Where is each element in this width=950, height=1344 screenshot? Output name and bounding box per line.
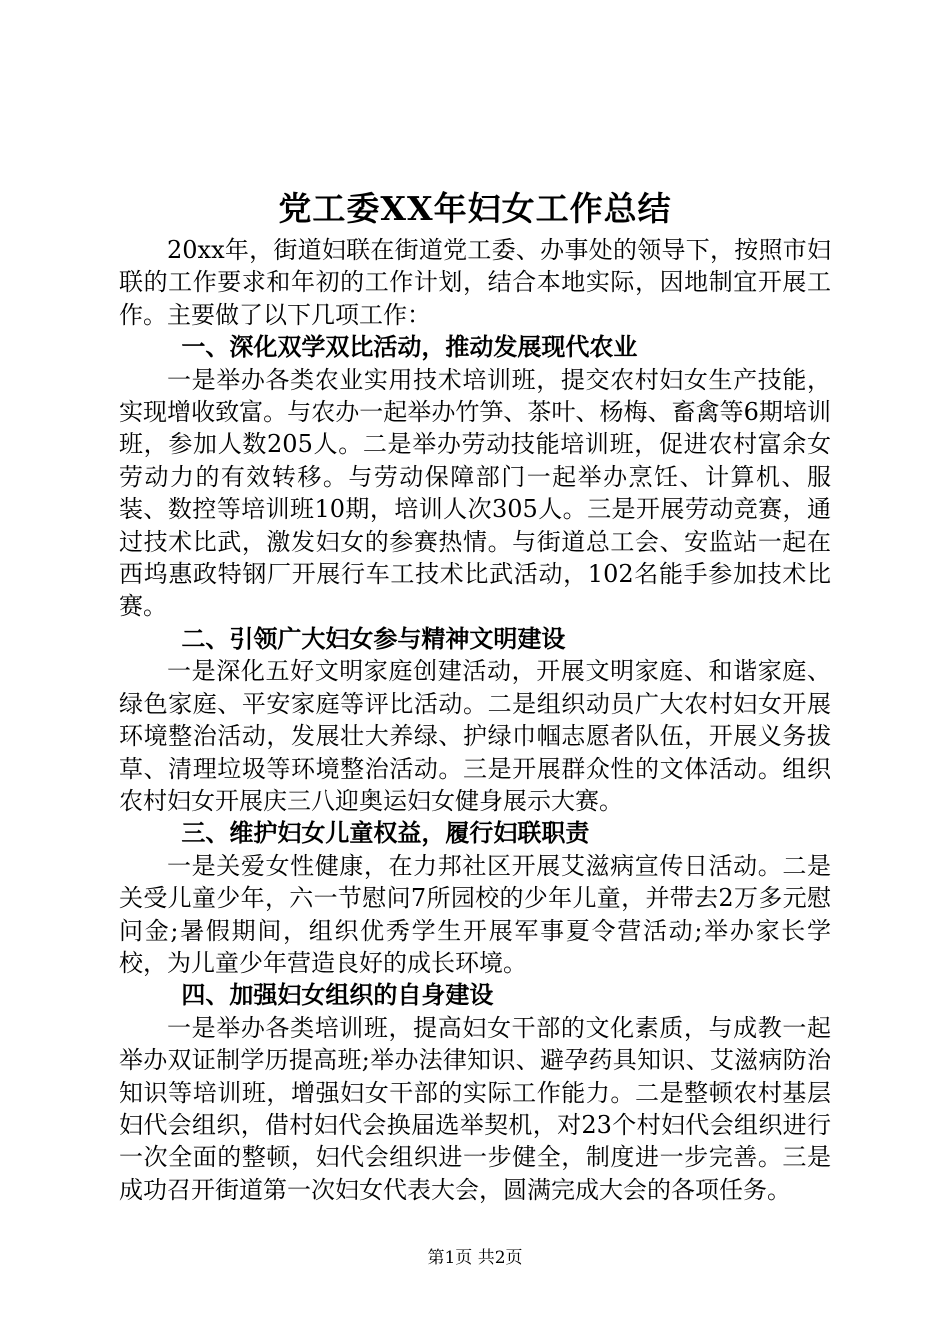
section-body-2: 一是深化五好文明家庭创建活动，开展文明家庭、和谐家庭、绿色家庭、平安家庭等评比活动。二是组织动员广大农村妇女开展环境整治活动，发展壮大养绿、护绿巾帼志愿者队伍，开展义务拔草、清理垃圾等环境整治活动。三是开展群众性的文体活动。组织农村妇女开展庆三八迎奥运妇女健身展示大赛。 <box>119 657 831 815</box>
intro-paragraph: 20xx年，街道妇联在街道党工委、办事处的领导下，按照市妇联的工作要求和年初的工作计划，结合本地实际，因地制宜开展工作。主要做了以下几项工作： <box>119 236 831 329</box>
document-title: 党工委XX年妇女工作总结 <box>278 189 672 228</box>
document-body <box>119 234 831 1206</box>
page-number-footer: 第1页 共2页 <box>427 1248 523 1268</box>
section-body-3: 一是关爱女性健康，在力邦社区开展艾滋病宣传日活动。二是关受儿童少年，六一节慰问7所园校的少年儿童，并带去2万多元慰问金;暑假期间，组织优秀学生开展军事夏令营活动;举办家长学校，为儿童少年营造良好的成长环境。 <box>119 851 831 977</box>
section-heading-3: 三、维护妇女儿童权益，履行妇联职责 <box>181 819 590 848</box>
section-heading-1: 一、深化双学双比活动，推动发展现代农业 <box>181 333 638 362</box>
section-heading-4: 四、加强妇女组织的自身建设 <box>181 981 494 1010</box>
section-body-1: 一是举办各类农业实用技术培训班，提交农村妇女生产技能，实现增收致富。与农办一起举办竹笋、茶叶、杨梅、畜禽等6期培训班，参加人数205人。二是举办劳动技能培训班，促进农村富余女劳动力的有效转移。与劳动保障部门一起举办烹饪、计算机、服装、数控等培训班10期，培训人次305人。三是开展劳动竞赛，通过技术比武，激发妇女的参赛热情。与街道总工会、安监站一起在西坞惠政特钢厂开展行车工技术比武活动，102名能手参加技术比赛。 <box>119 365 831 621</box>
section-heading-2: 二、引领广大妇女参与精神文明建设 <box>181 624 566 653</box>
section-body-4: 一是举办各类培训班，提高妇女干部的文化素质，与成教一起举办双证制学历提高班;举办法律知识、避孕药具知识、艾滋病防治知识等培训班，增强妇女干部的实际工作能力。二是整顿农村基层妇代会组织，借村妇代会换届选举契机，对23个村妇代会组织进行一次全面的整顿，妇代会组织进一步健全，制度进一步完善。三是成功召开街道第一次妇女代表大会，圆满完成大会的各项任务。 <box>119 1013 831 1204</box>
